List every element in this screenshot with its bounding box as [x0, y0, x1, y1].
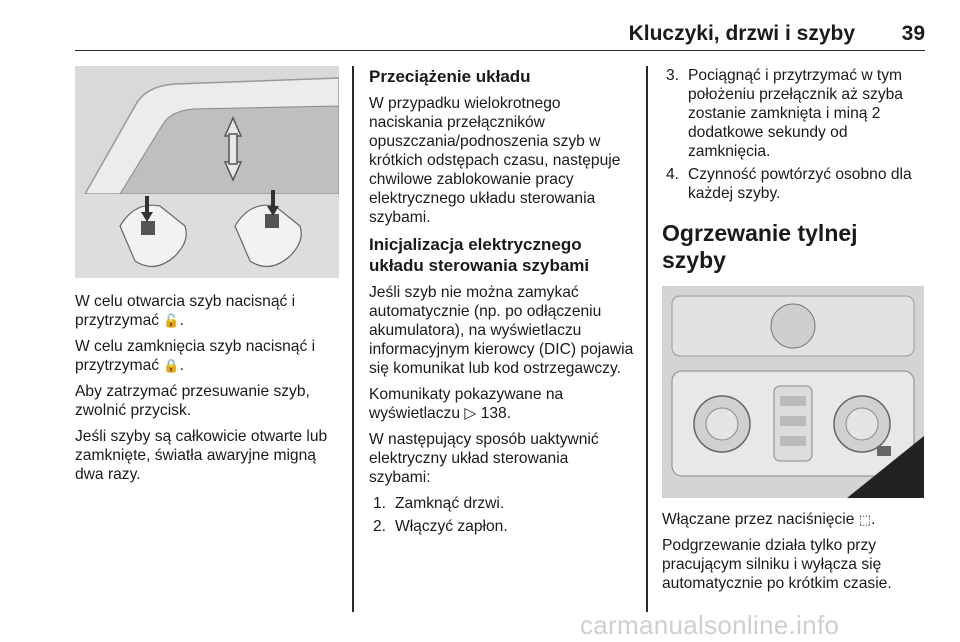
lock-icon: 🔒 — [163, 358, 180, 373]
page-ref-icon: ▷ — [464, 405, 477, 422]
list-item: 1. Zamknąć drzwi. — [373, 495, 505, 512]
paragraph: W następujący sposób uaktywnić elektryczny układ sterowania szybami: — [369, 431, 599, 486]
page-number: 39 — [901, 22, 925, 45]
step-list — [662, 66, 927, 203]
paragraph: Włączane przez naciśnięcie ⬚. — [662, 511, 876, 528]
paragraph: W przypadku wielokrotnego naciskania przełączników opuszczania/podnoszenia szyb w krótkich odstępach czasu, następuje chwilowe zablokowanie pracy elektrycznego układu sterowania szybami. — [369, 95, 621, 226]
heading: Ogrzewanie tylnej szyby — [662, 220, 858, 273]
column-left — [75, 66, 340, 491]
paragraph: W celu zamknięcia szyb nacisnąć i przytrzymać 🔒. — [75, 338, 316, 374]
heading: Inicjalizacja elektrycznego układu sterowania szybami — [369, 235, 590, 275]
watermark: carmanualsonline.info — [580, 610, 840, 640]
section-title: Kluczyki, drzwi i szyby — [628, 22, 855, 45]
paragraph: Aby zatrzymać przesuwanie szyb, zwolnić przycisk. — [75, 383, 310, 419]
page-ref-link[interactable]: 138. — [480, 405, 512, 422]
column-right — [662, 66, 927, 600]
page-header — [75, 0, 925, 51]
step-list — [369, 494, 634, 536]
list-item: 3. Pociągnąć i przytrzymać w tym położeniu przełącznik aż szyba zostanie zamknięta i miną 2 dodatkowe sekundy od zamknięcia. — [666, 67, 903, 160]
heading: Przeciążenie układu — [369, 67, 531, 86]
paragraph: Jeśli szyb nie można zamykać automatycznie (np. po odłączeniu akumulatora), na wyświetlaczu informacyjnym kierowcy (DIC) pojawia się komunikat lub kod ostrzegawczy. — [369, 284, 634, 377]
rear-window-heater-icon: ⬚ — [858, 512, 872, 527]
list-item: 4. Czynność powtórzyć osobno dla każdej szyby. — [666, 166, 912, 202]
list-item: 2. Włączyć zapłon. — [373, 518, 508, 535]
unlock-icon: 🔓 — [163, 313, 180, 328]
paragraph: Jeśli szyby są całkowicie otwarte lub zamknięte, światła awaryjne migną dwa razy. — [75, 428, 328, 483]
climate-panel-figure — [662, 286, 924, 498]
paragraph: Komunikaty pokazywane na wyświetlaczu ▷ 138. — [369, 386, 564, 422]
paragraph: Podgrzewanie działa tylko przy pracującym silniku i wyłącza się automatycznie po krótkim czasie. — [662, 537, 892, 592]
column-divider — [646, 66, 648, 612]
window-key-figure — [75, 66, 339, 278]
paragraph: W celu otwarcia szyb nacisnąć i przytrzymać 🔓. — [75, 293, 296, 329]
column-middle — [369, 66, 634, 543]
column-divider — [352, 66, 354, 612]
